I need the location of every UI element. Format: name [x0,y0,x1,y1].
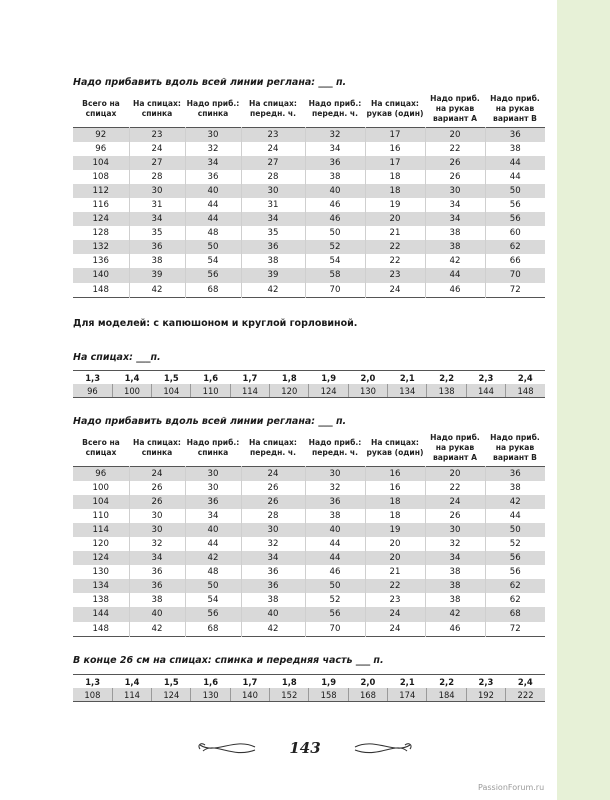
table-cell: 30 [129,509,185,523]
table-cell: 24 [425,495,485,509]
column-header: Надо приб.: спинка [186,438,240,458]
stitch-count-cell: 184 [427,688,466,702]
table-row [73,481,545,495]
ratio-cell: 2,2 [427,371,466,385]
table-cell: 16 [365,481,425,495]
table-cell: 56 [485,565,545,579]
column-header: На спицах: спинка [133,99,181,119]
column-header: Надо приб.: передн. ч. [308,99,362,119]
stitch-count-cell: 124 [152,688,191,702]
table-cell: 38 [485,481,545,495]
ratio-cell: 1,5 [152,675,191,689]
table-cell: 23 [365,268,425,282]
table-cell: 42 [129,283,185,298]
table-cell: 52 [305,240,365,254]
table-cell: 27 [129,156,185,170]
table-row [73,142,545,156]
ratio-cell: 2,1 [388,371,427,385]
table-cell: 38 [425,579,485,593]
table-cell: 22 [425,481,485,495]
table-cell: 70 [305,283,365,298]
table-cell: 28 [241,170,305,184]
ratio-cell: 1,8 [270,675,309,689]
table-cell: 66 [485,254,545,268]
table-cell: 22 [425,142,485,156]
raglan-table-1 [73,92,545,298]
table-cell: 148 [92,623,109,634]
table-cell: 20 [365,537,425,551]
table-row [73,607,545,621]
table-cell: 36 [129,579,185,593]
table-cell: 30 [185,481,241,495]
table-cell: 26 [425,156,485,170]
table-cell: 28 [129,170,185,184]
table-cell: 68 [185,622,241,637]
table-cell: 17 [365,156,425,170]
table-row [73,254,545,268]
table-row [73,593,545,607]
table-cell: 140 [73,268,129,282]
table-row [73,156,545,170]
stitch-count-cell: 100 [112,384,151,398]
heading-models-note: Для моделей: с капюшоном и круглой горловиной. [73,318,358,329]
table-cell: 42 [425,254,485,268]
stitch-count-cell: 130 [191,688,230,702]
table-cell: 34 [241,551,305,565]
table-cell: 68 [485,607,545,621]
table-cell: 27 [241,156,305,170]
table-cell: 58 [305,268,365,282]
table-row [73,127,545,142]
table-cell: 40 [305,523,365,537]
table-cell: 31 [129,198,185,212]
table-cell: 39 [129,268,185,282]
table-cell: 104 [73,156,129,170]
table-cell: 36 [485,466,545,481]
column-header: На спицах: передн. ч. [249,99,297,119]
table-row [73,509,545,523]
table-cell: 52 [305,593,365,607]
table-cell: 36 [241,579,305,593]
table-cell: 21 [365,565,425,579]
table-cell: 38 [425,226,485,240]
table-cell: 44 [185,537,241,551]
table-cell: 56 [185,268,241,282]
table-row [73,551,545,565]
table-cell: 96 [73,466,129,481]
table-cell: 16 [365,142,425,156]
ratio-cell: 1,7 [230,675,269,689]
stitch-count-cell: 140 [230,688,269,702]
table-cell: 44 [185,198,241,212]
table-cell: 42 [485,495,545,509]
table-cell: 32 [305,127,365,142]
table-cell: 19 [365,198,425,212]
stitch-count-cell: 174 [388,688,427,702]
table-cell: 30 [305,466,365,481]
table-cell: 30 [185,466,241,481]
column-header: Надо приб. на рукав вариант А [430,433,480,463]
ratio-cell: 1,6 [191,371,230,385]
stitch-count-cell: 130 [348,384,387,398]
column-header: Надо приб.: передн. ч. [308,438,362,458]
table-cell: 36 [485,127,545,142]
stitch-count-cell: 168 [348,688,387,702]
table-cell: 62 [485,593,545,607]
table-cell: 130 [92,567,109,578]
table-row [73,565,545,579]
table-cell: 108 [92,171,109,182]
table-cell: 30 [425,523,485,537]
table-cell: 24 [241,142,305,156]
table-cell: 18 [365,170,425,184]
table-cell: 34 [185,509,241,523]
table-cell: 24 [365,622,425,637]
table-cell: 39 [241,268,305,282]
table-cell: 54 [185,593,241,607]
column-header: На спицах: рукав (один) [366,438,424,458]
ratio-cell: 1,3 [73,371,112,385]
table-cell: 40 [305,184,365,198]
table-cell: 50 [305,226,365,240]
table-cell: 42 [185,551,241,565]
table-cell: 20 [365,551,425,565]
column-header: На спицах: спинка [133,438,181,458]
table-cell: 31 [241,198,305,212]
ratio-cell: 2,4 [506,675,545,689]
table-cell: 70 [485,268,545,282]
table-cell: 38 [425,565,485,579]
table-cell: 40 [185,184,241,198]
ratio-cell: 1,6 [191,675,230,689]
table-cell: 46 [305,565,365,579]
table-cell: 24 [129,466,185,481]
table-cell: 24 [129,142,185,156]
ratio-cell: 1,4 [112,371,151,385]
heading-26cm-stitches: В конце 26 см на спицах: спинка и передняя часть ___ п. [73,655,384,666]
table-row [73,495,545,509]
stitch-count-cell: 144 [466,384,505,398]
table-cell: 34 [305,142,365,156]
ratio-table-2 [73,674,545,702]
table-cell: 124 [73,212,129,226]
table-cell: 38 [241,254,305,268]
raglan-table-2 [73,431,545,637]
table-cell: 18 [365,495,425,509]
heading-on-needles: На спицах: ___п. [73,352,161,363]
page-number: 143 [289,739,321,757]
table-cell: 96 [95,143,107,154]
stitch-count-cell: 108 [73,688,112,702]
table-cell: 30 [241,184,305,198]
table-header-row [73,92,545,127]
table-cell: 26 [241,495,305,509]
table-cell: 44 [185,212,241,226]
table-cell: 72 [485,283,545,298]
table-cell: 42 [241,622,305,637]
stitch-count-cell: 134 [388,384,427,398]
table-cell: 20 [425,466,485,481]
table-cell: 50 [485,523,545,537]
table-cell: 22 [365,254,425,268]
table-cell: 70 [305,622,365,637]
table-cell: 54 [185,254,241,268]
ratio-cell: 1,7 [230,371,269,385]
table-cell: 62 [485,579,545,593]
table-cell: 132 [73,240,129,254]
table-cell: 38 [485,142,545,156]
ratio-cell: 1,5 [152,371,191,385]
ratio-cell: 1,9 [309,371,348,385]
table-row [73,240,545,254]
table-row [73,170,545,184]
column-header: На спицах: передн. ч. [249,438,297,458]
ratio-row [73,371,545,385]
table-row [73,537,545,551]
table-cell: 24 [365,607,425,621]
table-cell: 72 [485,622,545,637]
table-cell: 112 [73,184,129,198]
table-cell: 42 [129,622,185,637]
table-cell: 128 [92,228,109,239]
table-cell: 34 [185,156,241,170]
column-header: Надо приб. на рукав вариант А [430,94,480,124]
ratio-row [73,675,545,689]
ratio-cell: 2,0 [348,371,387,385]
table-cell: 44 [425,268,485,282]
ratio-cell: 1,9 [309,675,348,689]
table-cell: 38 [425,593,485,607]
table-row [73,622,545,637]
stitch-count-cell: 104 [152,384,191,398]
table-cell: 144 [73,607,129,621]
table-cell: 38 [129,593,185,607]
table-cell: 40 [241,607,305,621]
table-cell: 32 [425,537,485,551]
table-row [73,283,545,298]
table-cell: 38 [425,240,485,254]
table-cell: 23 [129,127,185,142]
ratio-cell: 2,2 [427,675,466,689]
table-cell: 38 [305,170,365,184]
table-cell: 30 [129,184,185,198]
table-cell: 36 [185,495,241,509]
table-cell: 60 [485,226,545,240]
table-row [73,268,545,282]
table-cell: 46 [305,198,365,212]
table-cell: 44 [485,170,545,184]
ratio-cell: 2,3 [466,675,505,689]
table-cell: 36 [305,495,365,509]
table-cell: 44 [485,509,545,523]
table-cell: 34 [425,551,485,565]
table-cell: 48 [185,226,241,240]
table-cell: 50 [485,184,545,198]
table-cell: 18 [365,184,425,198]
table-cell: 22 [365,240,425,254]
table-cell: 24 [241,466,305,481]
side-color-strip [557,0,610,800]
table-cell: 18 [365,509,425,523]
table-cell: 32 [129,537,185,551]
table-cell: 68 [185,283,241,298]
table-cell: 50 [305,579,365,593]
table-cell: 35 [241,226,305,240]
table-cell: 92 [73,127,129,142]
stitch-count-cell: 120 [270,384,309,398]
table-cell: 56 [185,607,241,621]
table-cell: 30 [241,523,305,537]
stitch-count-row [73,384,545,398]
table-cell: 134 [73,579,129,593]
table-cell: 52 [485,537,545,551]
table-row [73,523,545,537]
table-cell: 32 [241,537,305,551]
table-cell: 22 [365,579,425,593]
table-row [73,198,545,212]
table-cell: 40 [185,523,241,537]
table-cell: 148 [92,284,109,295]
table-cell: 138 [92,595,109,606]
watermark-text: PassionForum.ru [478,783,545,792]
table-cell: 62 [485,240,545,254]
table-cell: 26 [425,509,485,523]
table-row [73,184,545,198]
table-cell: 56 [485,198,545,212]
table-cell: 34 [241,212,305,226]
table-cell: 19 [365,523,425,537]
table-cell: 34 [425,198,485,212]
table-cell: 26 [129,481,185,495]
table-cell: 23 [241,127,305,142]
table-cell: 50 [185,240,241,254]
ratio-cell: 1,3 [73,675,112,689]
table-cell: 46 [425,283,485,298]
table-cell: 116 [92,200,109,211]
ratio-cell: 2,0 [348,675,387,689]
table-cell: 44 [305,551,365,565]
table-cell: 17 [365,127,425,142]
table-row [73,466,545,481]
column-header: На спицах: рукав (один) [366,99,424,119]
stitch-count-cell: 152 [270,688,309,702]
table-cell: 38 [241,593,305,607]
ratio-cell: 2,4 [506,371,545,385]
table-cell: 32 [185,142,241,156]
table-cell: 20 [365,212,425,226]
table-cell: 38 [305,509,365,523]
stitch-count-cell: 192 [466,688,505,702]
table-cell: 32 [305,481,365,495]
table-cell: 136 [92,256,109,267]
ratio-table-1 [73,370,545,398]
table-header-row [73,431,545,466]
column-header: Всего на спицах [82,99,120,119]
table-cell: 34 [425,212,485,226]
column-header: Надо приб. на рукав вариант В [490,433,540,463]
heading-raglan-increase-2: Надо прибавить вдоль всей линии реглана: ___ п. [73,416,347,427]
stitch-count-cell: 96 [73,384,112,398]
table-cell: 100 [92,482,109,493]
column-header: Надо приб. на рукав вариант В [490,94,540,124]
ratio-cell: 1,8 [270,371,309,385]
table-cell: 42 [241,283,305,298]
table-cell: 114 [73,523,129,537]
table-cell: 36 [241,240,305,254]
table-cell: 44 [485,156,545,170]
stitch-count-row [73,688,545,702]
table-cell: 35 [129,226,185,240]
table-cell: 36 [305,156,365,170]
table-cell: 34 [129,212,185,226]
table-cell: 110 [92,510,109,521]
table-cell: 124 [73,551,129,565]
stitch-count-cell: 114 [112,688,151,702]
stitch-count-cell: 124 [309,384,348,398]
table-cell: 30 [129,523,185,537]
table-cell: 50 [185,579,241,593]
stitch-count-cell: 148 [506,384,545,398]
table-cell: 34 [129,551,185,565]
table-cell: 36 [241,565,305,579]
stitch-count-cell: 114 [230,384,269,398]
table-cell: 42 [425,607,485,621]
table-cell: 56 [485,212,545,226]
stitch-count-cell: 158 [309,688,348,702]
table-cell: 16 [365,466,425,481]
column-header: Надо приб.: спинка [186,99,240,119]
table-cell: 120 [92,539,109,550]
stitch-count-cell: 222 [506,688,545,702]
table-cell: 26 [241,481,305,495]
column-header: Всего на спицах [82,438,120,458]
table-cell: 36 [129,565,185,579]
table-row [73,226,545,240]
table-cell: 56 [485,551,545,565]
table-cell: 24 [365,283,425,298]
table-cell: 26 [425,170,485,184]
table-cell: 26 [129,495,185,509]
heading-raglan-increase-1: Надо прибавить вдоль всей линии реглана: ___ п. [73,77,347,88]
table-cell: 40 [129,607,185,621]
table-row [73,212,545,226]
table-cell: 30 [185,127,241,142]
ratio-cell: 1,4 [112,675,151,689]
table-cell: 38 [129,254,185,268]
table-cell: 20 [425,127,485,142]
table-cell: 36 [129,240,185,254]
table-cell: 36 [185,170,241,184]
table-cell: 30 [425,184,485,198]
table-cell: 23 [365,593,425,607]
table-cell: 28 [241,509,305,523]
table-row [73,579,545,593]
table-cell: 46 [305,212,365,226]
stitch-count-cell: 138 [427,384,466,398]
stitch-count-cell: 110 [191,384,230,398]
ratio-cell: 2,3 [466,371,505,385]
table-cell: 104 [73,495,129,509]
table-cell: 46 [425,622,485,637]
table-cell: 54 [305,254,365,268]
table-cell: 56 [305,607,365,621]
table-cell: 44 [305,537,365,551]
table-cell: 48 [185,565,241,579]
ratio-cell: 2,1 [388,675,427,689]
table-cell: 21 [365,226,425,240]
